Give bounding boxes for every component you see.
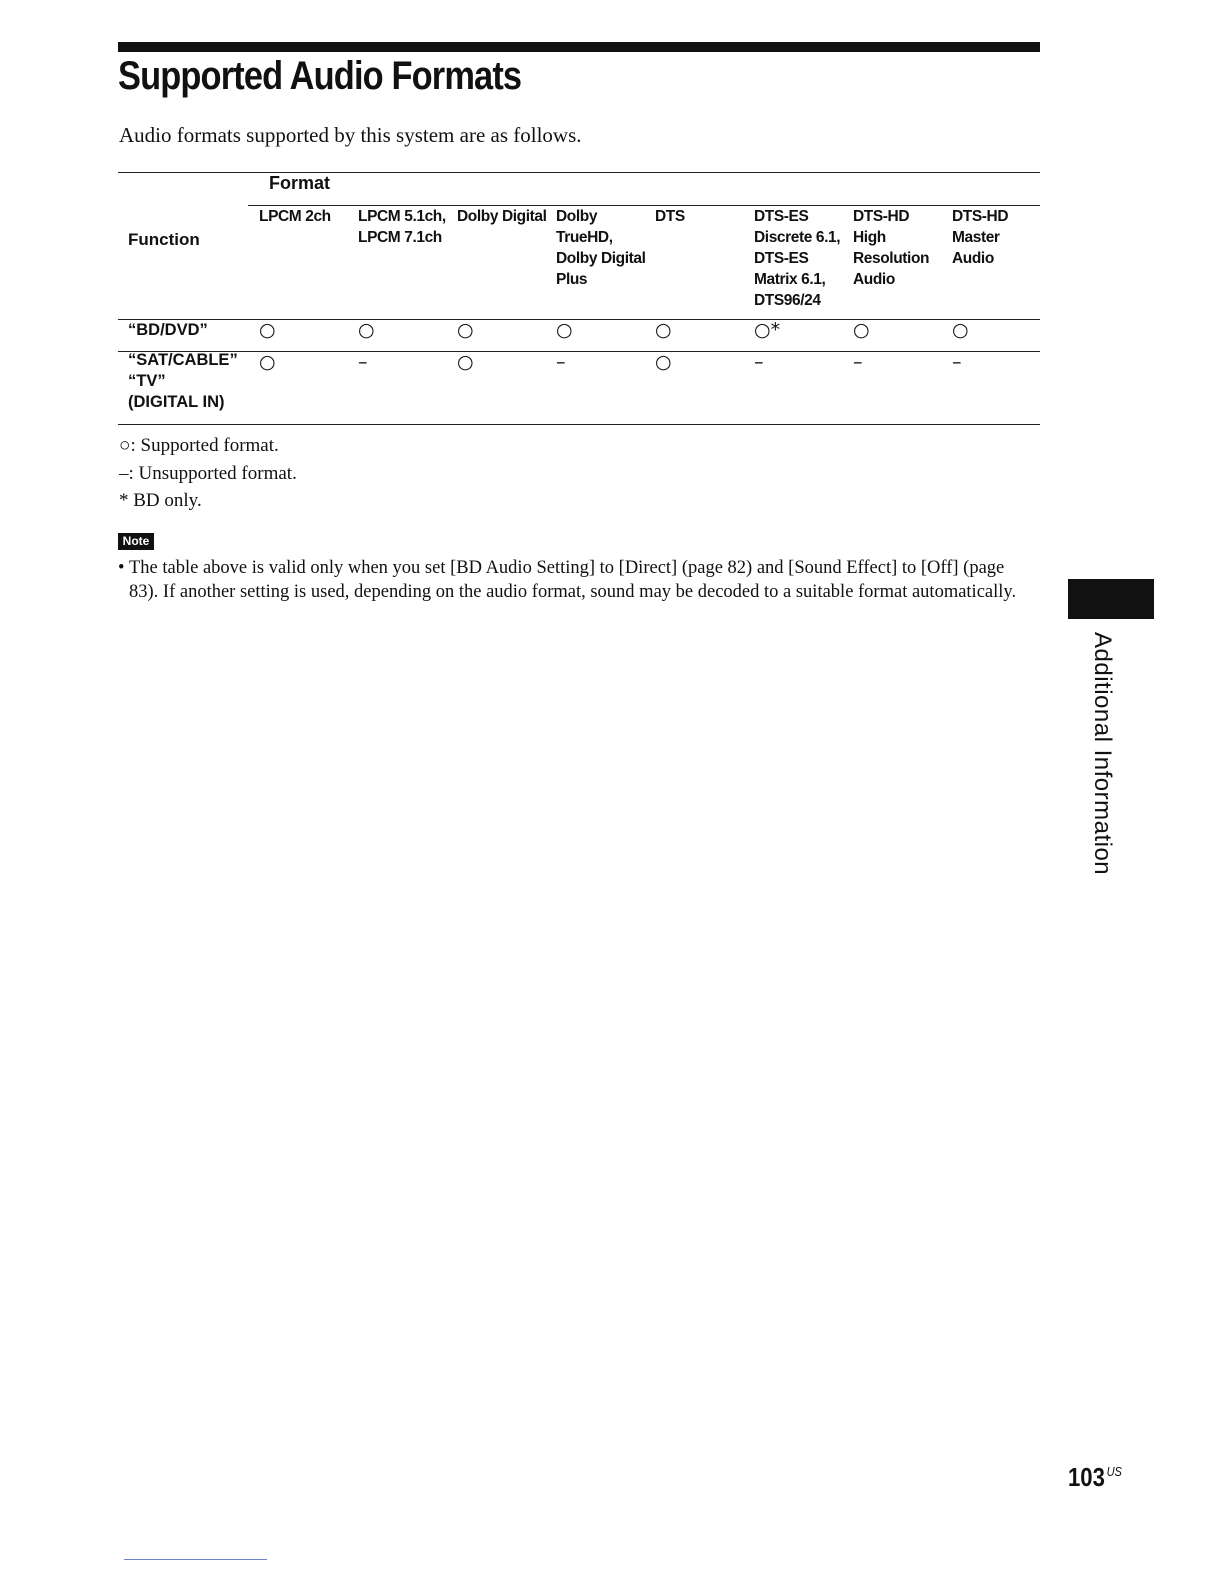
row-label-line: “BD/DVD” (128, 321, 208, 339)
table-cell: ○ (457, 351, 474, 373)
table-cell: ○ (952, 319, 969, 341)
table-cell: ○* (754, 319, 781, 341)
column-header-line: TrueHD, (556, 229, 613, 246)
column-header-line: DTS (655, 208, 685, 225)
table-cell: ○ (259, 319, 276, 341)
table-cell: – (556, 351, 566, 373)
table-cell: – (853, 351, 863, 373)
table-cell: ○ (556, 319, 573, 341)
column-header-line: Resolution (853, 250, 930, 267)
row-label-bd-dvd (128, 320, 208, 341)
table-cell: ○ (853, 319, 870, 341)
footer-rule (124, 1559, 267, 1560)
title-rule (118, 42, 1040, 52)
column-header-line: LPCM 2ch (259, 208, 331, 225)
table-cell: – (754, 351, 764, 373)
table-bottom-rule (118, 424, 1040, 425)
function-header: Function (128, 230, 200, 249)
column-header-line: Matrix 6.1, (754, 271, 826, 288)
column-header-line: Dolby (556, 208, 598, 225)
note-paragraph (118, 556, 1030, 604)
table-cell: ○ (358, 319, 375, 341)
section-tab-label: Additional Information (1089, 632, 1116, 876)
table-cell: ○ (655, 319, 672, 341)
column-header-dts (655, 206, 685, 227)
section-tab-marker (1068, 579, 1154, 619)
row-label-sat-cable-tv (128, 350, 238, 413)
column-header-dolby-digital (457, 206, 547, 227)
header-bottom-rule (118, 319, 1040, 320)
page-number (1068, 1462, 1122, 1493)
page-title: Supported Audio Formats (118, 54, 522, 98)
legend-unsupported: –: Unsupported format. (119, 463, 297, 484)
note-bullet: • (118, 558, 125, 578)
legend-supported: ○: Supported format. (119, 435, 279, 456)
page-number-value: 103 (1068, 1462, 1105, 1492)
column-header-lpcm-2ch (259, 206, 331, 227)
column-header-line: Audio (853, 271, 895, 288)
legend-bd-only: * BD only. (119, 490, 202, 511)
column-header-line: LPCM 7.1ch (358, 229, 442, 246)
column-header-lpcm-multich (358, 206, 446, 248)
column-header-line: Master (952, 229, 1000, 246)
row-label-line: (DIGITAL IN) (128, 393, 225, 411)
format-header: Format (269, 173, 331, 193)
table-cell: ○ (457, 319, 474, 341)
row-label-line: “SAT/CABLE” (128, 351, 238, 369)
column-header-line: DTS-HD (853, 208, 910, 225)
column-header-line: Dolby Digital (457, 208, 547, 225)
column-header-dts-es (754, 206, 840, 311)
row-label-line: “TV” (128, 372, 166, 390)
table-cell: – (952, 351, 962, 373)
column-header-dolby-truehd (556, 206, 646, 290)
column-header-line: Discrete 6.1, (754, 229, 841, 246)
page-region-suffix: US (1106, 1464, 1122, 1480)
column-header-line: Audio (952, 250, 994, 267)
column-header-line: DTS-HD (952, 208, 1009, 225)
table-cell: – (358, 351, 368, 373)
column-header-line: High (853, 229, 886, 246)
note-body: The table above is valid only when you set [BD Audio Setting] to [Direct] (page 82) and [Sound Effect] to [Off] (page 83). If another setting is used, depending on the audio format, sound may be decoded to a suitable format automatically. (129, 558, 1017, 602)
column-header-line: Plus (556, 271, 588, 288)
column-header-dts-hd-hra (853, 206, 929, 290)
column-header-line: DTS-ES (754, 250, 809, 267)
column-header-line: LPCM 5.1ch, (358, 208, 446, 225)
row-divider-rule (118, 351, 1040, 352)
note-badge: Note (118, 533, 154, 550)
column-header-line: Dolby Digital (556, 250, 646, 267)
audio-formats-table (118, 172, 1040, 426)
column-header-dts-hd-ma (952, 206, 1008, 269)
table-cell: ○ (655, 351, 672, 373)
intro-text: Audio formats supported by this system are as follows. (119, 123, 582, 147)
column-header-line: DTS96/24 (754, 292, 821, 309)
table-top-rule (118, 172, 1040, 173)
column-header-line: DTS-ES (754, 208, 809, 225)
table-cell: ○ (259, 351, 276, 373)
